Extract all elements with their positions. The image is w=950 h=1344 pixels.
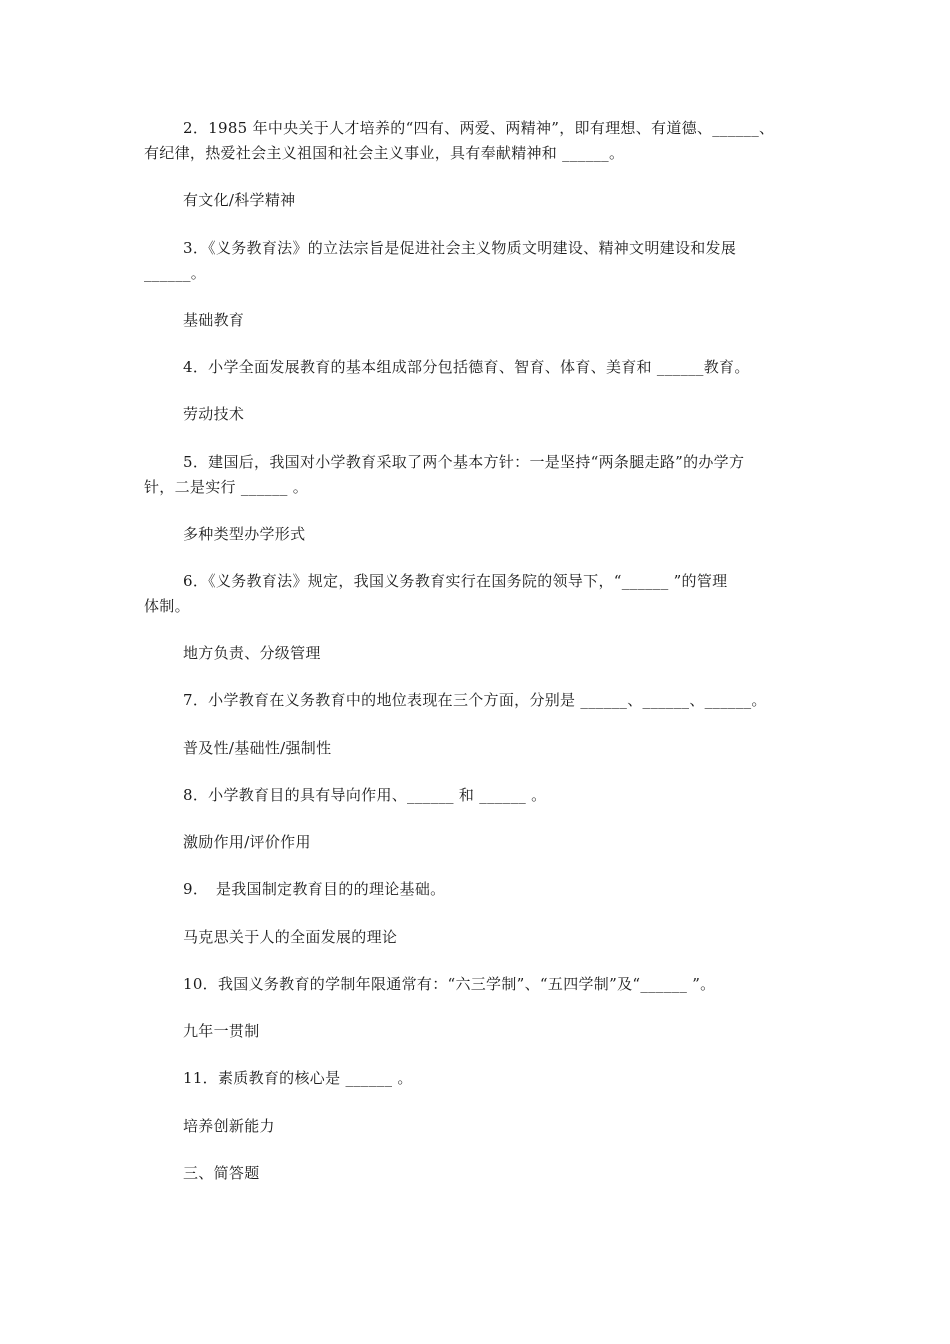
answer-3: 基础教育 [183,311,245,329]
question-7-line-1: 7．小学教育在义务教育中的地位表现在三个方面，分别是 ______、______、______。 [183,691,767,709]
question-8-line-1: 8．小学教育目的具有导向作用、______ 和 ______ 。 [183,786,547,804]
question-11-line-1: 11．素质教育的核心是 ______ 。 [183,1069,413,1087]
question-2-line-1: 2．1985 年中央关于人才培养的“四有、两爱、两精神”，即有理想、有道德、______、 [183,119,775,137]
question-5-line-1: 5．建国后，我国对小学教育采取了两个基本方针：一是坚持“两条腿走路”的办学方 [183,453,745,471]
question-5-line-2: 针，二是实行 ______ 。 [144,478,309,496]
question-4-line-1: 4．小学全面发展教育的基本组成部分包括德育、智育、体育、美育和 ______教育。 [183,358,750,376]
answer-6: 地方负责、分级管理 [183,644,321,662]
question-3-line-2: ______。 [144,264,207,282]
answer-9: 马克思关于人的全面发展的理论 [183,928,398,946]
answer-11: 培养创新能力 [183,1117,275,1135]
question-3-line-1: 3．《义务教育法》的立法宗旨是促进社会主义物质文明建设、精神文明建设和发展 [183,239,737,257]
answer-8: 激励作用/评价作用 [183,833,311,851]
question-10-line-1: 10．我国义务教育的学制年限通常有：“六三学制”、“五四学制”及“______ ”。 [183,975,716,993]
question-6-line-1: 6．《义务教育法》规定，我国义务教育实行在国务院的领导下，“______ ”的管理 [183,572,728,590]
answer-7: 普及性/基础性/强制性 [183,739,332,757]
question-9-line-1: 9． 是我国制定教育目的的理论基础。 [183,880,446,898]
answer-4: 劳动技术 [183,405,245,423]
question-6-line-2: 体制。 [144,597,190,615]
answer-5: 多种类型办学形式 [183,525,306,543]
question-2-line-2: 有纪律，热爱社会主义祖国和社会主义事业，具有奉献精神和 ______。 [144,144,625,162]
answer-2: 有文化/科学精神 [183,191,296,209]
section-heading: 三、简答题 [183,1164,260,1182]
answer-10: 九年一贯制 [183,1022,260,1040]
